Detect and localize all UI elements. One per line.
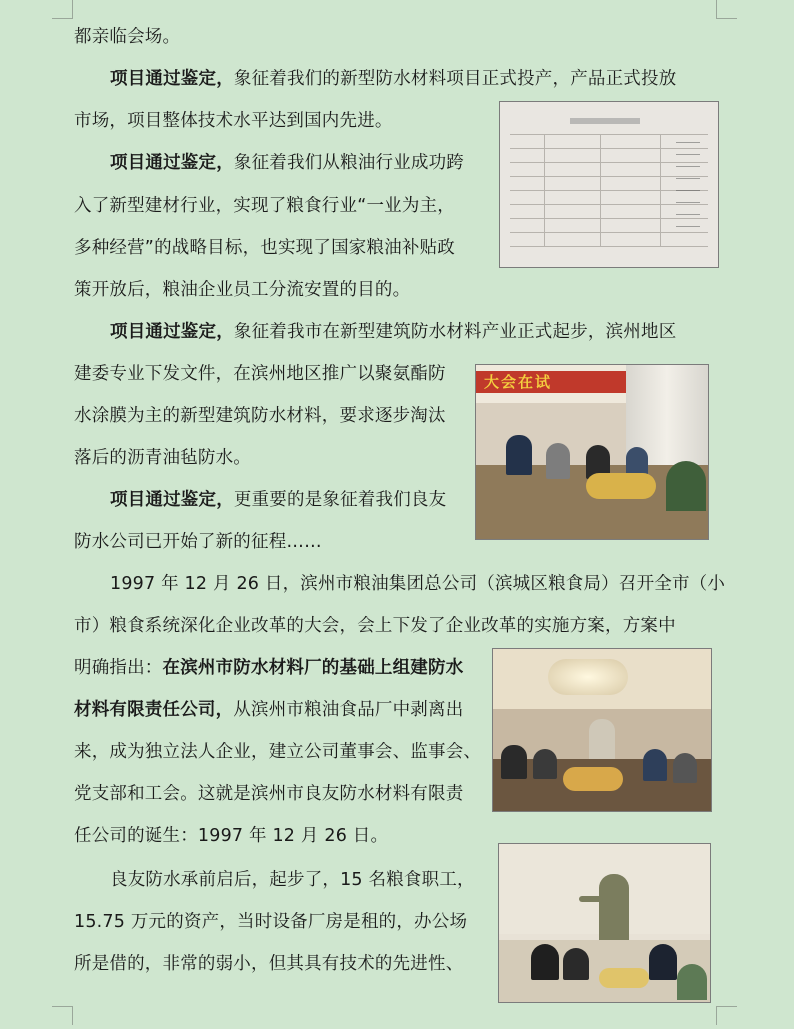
- presenter-arm-shape: [579, 896, 603, 902]
- table-column-rule: [544, 134, 545, 246]
- text-line: 所是借的，非常的弱小，但其具有技术的先进性、: [74, 954, 464, 974]
- text-line: 策开放后，粮油企业员工分流安置的目的。: [74, 280, 411, 300]
- person-shape: [643, 749, 667, 781]
- document-heading-shape: [570, 118, 640, 124]
- flowers-shape: [599, 968, 649, 988]
- text-line: 党支部和工会。这就是滨州市良友防水材料有限责: [74, 784, 464, 804]
- crop-mark-top-right: [716, 0, 737, 19]
- table-rule: [510, 134, 708, 135]
- text-line: 来，成为独立法人企业，建立公司董事会、监事会、: [74, 742, 482, 762]
- text-line: 市）粮食系统深化企业改革的大会，会上下发了企业改革的实施方案，方案中: [74, 616, 676, 636]
- paragraph-5-line-4: [74, 699, 463, 721]
- bold-lead: 项目通过鉴定，: [110, 69, 234, 89]
- text-line: 落后的沥青油毡防水。: [74, 448, 251, 468]
- chandelier-shape: [548, 659, 628, 695]
- presenter-shape: [599, 874, 629, 944]
- bold-span: 材料有限责任公司，: [74, 700, 234, 720]
- bold-lead: 项目通过鉴定，: [110, 490, 234, 510]
- signatures-shape: [676, 142, 700, 238]
- bold-lead: 项目通过鉴定，: [110, 322, 234, 342]
- person-shape: [506, 435, 532, 475]
- text-line: 防水公司已开始了新的征程……: [74, 532, 322, 552]
- text-span: 更重要的是象征着我们良友: [233, 490, 447, 510]
- paragraph-1-line-1: [110, 68, 676, 90]
- meeting-photo-presenter: [498, 843, 711, 1003]
- text-span: 象征着我们从粮油行业成功跨: [233, 153, 465, 173]
- text-line: 良友防水承前启后，起步了，15 名粮食职工，: [110, 870, 475, 890]
- meeting-photo-banner: [475, 364, 709, 540]
- text-line: 1997 年 12 月 26 日，滨州市粮油集团总公司（滨城区粮食局）召开全市（小: [110, 574, 726, 594]
- person-shape: [563, 948, 589, 980]
- crop-mark-bottom-right: [716, 1006, 737, 1025]
- text-line: 市场，项目整体技术水平达到国内先进。: [74, 111, 393, 131]
- text-line: 多种经营”的战略目标，也实现了国家粮油补贴政: [74, 238, 455, 258]
- text-line: 水涂膜为主的新型建筑防水材料，要求逐步淘汰: [74, 406, 446, 426]
- paragraph-3-line-1: [110, 321, 676, 343]
- text-line: 任公司的诞生：1997 年 12 月 26 日。: [74, 826, 389, 846]
- person-shape: [531, 944, 559, 980]
- plant-shape: [666, 461, 706, 511]
- person-shape: [533, 749, 557, 779]
- paragraph-2-line-1: [110, 152, 464, 174]
- person-shape: [673, 753, 697, 783]
- person-shape: [649, 944, 677, 980]
- text-span: 象征着我们的新型防水材料项目正式投产，产品正式投放: [233, 69, 677, 89]
- paragraph-5-line-3: [74, 657, 463, 679]
- table-column-rule: [600, 134, 601, 246]
- crop-mark-top-left: [52, 0, 73, 19]
- bold-lead: 项目通过鉴定，: [110, 153, 234, 173]
- table-column-rule: [660, 134, 661, 246]
- table-rule: [510, 246, 708, 247]
- bold-span: 在滨州市防水材料厂的基础上组建防水: [162, 658, 464, 678]
- text-line: 建委专业下发文件，在滨州地区推广以聚氨酯防: [74, 364, 446, 384]
- text-span: 象征着我市在新型建筑防水材料产业正式起步，滨州地区: [233, 322, 677, 342]
- appraisal-document-photo: [499, 101, 719, 268]
- plant-shape: [677, 964, 707, 1000]
- text-line: 都亲临会场。: [74, 27, 181, 47]
- flowers-shape: [563, 767, 623, 791]
- text-span: 明确指出：: [74, 658, 163, 678]
- meeting-photo-speaker: [492, 648, 712, 812]
- crop-mark-bottom-left: [52, 1006, 73, 1025]
- red-banner: 大会在试: [476, 371, 634, 393]
- paragraph-4-line-1: [110, 489, 446, 511]
- person-shape: [546, 443, 570, 479]
- flowers-shape: [586, 473, 656, 499]
- person-shape: [501, 745, 527, 779]
- text-span: 从滨州市粮油食品厂中剥离出: [233, 700, 464, 720]
- text-line: 入了新型建材行业，实现了粮食行业“一业为主，: [74, 196, 455, 216]
- text-line: 15.75 万元的资产，当时设备厂房是租的，办公场: [74, 912, 468, 932]
